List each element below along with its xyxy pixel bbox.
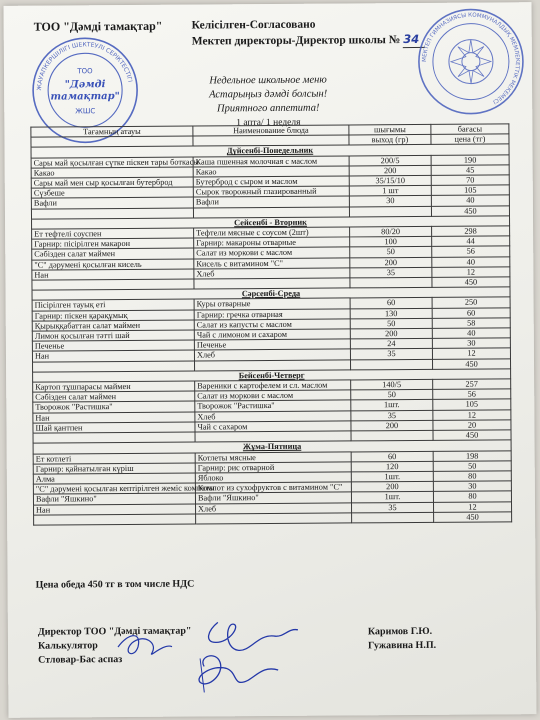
dish-name-ru: Куры отварные (194, 298, 350, 309)
day-total: 450 (431, 205, 509, 216)
company-name: ТОО "Дәмді тамақтар" (33, 18, 163, 34)
dish-price: 58 (432, 318, 510, 329)
dish-yield: 200/5 (349, 155, 431, 166)
dish-name-ru: Хлеб (194, 349, 350, 360)
document-page (4, 2, 537, 718)
dish-name-ru: Бутерброд с сыром и маслом (193, 176, 349, 187)
dish-yield: 35 (350, 349, 432, 360)
header-price-kz: бағасы (431, 124, 509, 135)
dish-name-ru: Каша пшенная молочная с маслом (193, 156, 349, 167)
menu-title: Недельное школьное меню (209, 74, 327, 87)
week-label: 1 апта/ 1 неделя (236, 117, 301, 129)
dish-name-kz: Сәбізден салат маймен (33, 391, 195, 402)
dish-name-ru: Хлеб (196, 502, 352, 513)
stamp-left-ring-text: ЖАУАПКЕРШІЛІГІ ШЕКТЕУЛІ СЕРІКТЕСТІГІ (36, 41, 134, 91)
header-name-kz: Тағамның атауы (31, 126, 193, 137)
dish-name-ru: Творожок "Растишка" (195, 400, 351, 411)
dish-price: 12 (433, 501, 511, 512)
dish-price: 12 (433, 410, 511, 421)
dish-name-ru: Сырок творожный глазированный (193, 186, 349, 197)
dish-name-ru: Гарнир: рис отварной (195, 462, 351, 473)
dish-name-ru: Салат из капусты с маслом (194, 319, 350, 330)
dish-name-kz: Ет котлеті (33, 453, 195, 464)
day-title: Дүйсенбі-Понедельник (31, 144, 509, 158)
dish-name-ru: Вафли (193, 196, 349, 207)
dish-price: 198 (433, 450, 511, 461)
stamp-left-text-3: тамақтар" (50, 91, 120, 103)
dish-price: 250 (432, 297, 510, 308)
dish-name-ru: Гарнир: гречка отварная (194, 309, 350, 320)
day-title: Сейсенбі - Вторник (32, 216, 510, 230)
dish-price: 56 (433, 389, 511, 400)
dish-yield: 60 (350, 298, 432, 309)
dish-yield: 200 (351, 420, 433, 431)
dish-name-kz: Печенье (32, 340, 194, 351)
dish-name-kz: Какао (31, 167, 193, 178)
dish-yield: 200 (351, 481, 433, 492)
header-price-ru: цена (тг) (431, 134, 509, 145)
dish-price: 70 (431, 175, 509, 186)
dish-name-kz: Лимон қосылған тәтті шай (32, 330, 194, 341)
dish-price: 12 (432, 267, 510, 278)
dish-price: 80 (433, 471, 511, 482)
menu-wish-kz: Астарыңыз дәмді болсын! (209, 88, 328, 101)
dish-name-kz: Нан (32, 350, 194, 361)
dish-yield: 1шт. (351, 400, 433, 411)
dish-price: 50 (433, 461, 511, 472)
dish-name-kz: Гарнир: қайнатылған күріш (33, 463, 195, 474)
dish-name-ru: Яблоко (195, 472, 351, 483)
header-yield-ru: выход (гр) (349, 135, 431, 146)
day-total: 450 (432, 358, 510, 369)
dish-name-kz: Гарнир: пісірілген макарон (32, 238, 194, 249)
dish-price: 30 (433, 481, 511, 492)
dish-yield: 1шт. (351, 492, 433, 503)
dish-yield: 80/20 (350, 226, 432, 237)
dish-name-ru: Котлеты мясные (195, 451, 351, 462)
dish-name-ru: Компот из сухофруктов с витамином "С" (195, 482, 351, 493)
dish-price: 60 (432, 307, 510, 318)
dish-price: 105 (433, 399, 511, 410)
dish-name-kz: Картоп тұшпарасы маймен (33, 381, 195, 392)
dish-yield: 35 (351, 502, 433, 513)
stamp-left-text-1: ТОО (77, 67, 93, 76)
dish-name-kz: Сары май мен сыр қосылған бутерброд (31, 177, 193, 188)
dish-price: 190 (431, 154, 509, 165)
signature-names (368, 625, 436, 653)
dish-yield: 50 (350, 247, 432, 258)
approval-block (192, 17, 426, 50)
dish-yield: 200 (350, 328, 432, 339)
day-title: Жұма-Пятница (33, 440, 511, 454)
day-total: 450 (432, 277, 510, 288)
day-title: Сәрсенбі-Среда (32, 287, 510, 301)
approval-title: Келісілген-Согласовано (191, 18, 316, 32)
dish-yield: 130 (350, 308, 432, 319)
dish-name-ru: Салат из моркови с маслом (194, 247, 350, 258)
dish-name-kz: "С" дәрумені қосылған кисель (32, 259, 194, 270)
dish-name-kz: Творожок "Растишка" (33, 402, 195, 413)
dish-name-ru: Чай с лимоном и сахаром (194, 329, 350, 340)
dish-yield: 50 (350, 318, 432, 329)
dish-price: 44 (432, 236, 510, 247)
menu-wish-ru: Приятного аппетита! (216, 102, 320, 115)
dish-name-kz: Вафли "Яшкино" (33, 493, 195, 504)
dish-name-ru: Гарнир: макароны отварные (194, 237, 350, 248)
dish-yield: 200 (350, 257, 432, 268)
dish-name-kz: Вафли (31, 197, 193, 208)
school-number: 34 (403, 32, 425, 48)
dish-price: 80 (433, 491, 511, 502)
dish-yield: 1 шт (349, 186, 431, 197)
dish-name-ru: Какао (193, 166, 349, 177)
dish-yield: 50 (351, 390, 433, 401)
dish-price: 12 (432, 348, 510, 359)
dish-name-ru: Печенье (194, 339, 350, 350)
dish-yield: 30 (349, 196, 431, 207)
dish-price: 105 (431, 185, 509, 196)
dish-price: 40 (431, 195, 509, 206)
dish-yield: 100 (350, 237, 432, 248)
dish-name-ru: Вареники с картофелем и сл. маслом (195, 380, 351, 391)
dish-price: 20 (433, 420, 511, 431)
dish-name-kz: Гарнир: піскен қарақұмық (32, 310, 194, 321)
calculator-title: Калькулятор (37, 640, 98, 652)
dish-name-ru: Кисель с витамином "С" (194, 258, 350, 269)
dish-name-ru: Вафли "Яшкино" (195, 492, 351, 503)
day-total-row (34, 512, 512, 526)
approval-director: Мектеп директоры-Директор школы № 34 (192, 32, 426, 50)
dish-name-kz: "С" дәрумені қосылған кептірілген жеміс компоты (33, 483, 195, 494)
dish-price: 298 (432, 226, 510, 237)
dish-name-ru: Чай с сахаром (195, 421, 351, 432)
menu-heading (4, 72, 532, 118)
cook-title: Стловар-Бас аспаз (38, 654, 123, 666)
dish-yield: 60 (351, 451, 433, 462)
dish-name-kz: Алма (33, 473, 195, 484)
handwritten-signatures-icon (108, 612, 309, 697)
dish-name-ru: Салат из моркови с маслом (195, 390, 351, 401)
dish-yield: 24 (350, 339, 432, 350)
dish-name-kz: Қырыққабаттан салат маймен (32, 320, 194, 331)
name-karimov: Каримов Г.Ю. (367, 625, 433, 638)
dish-name-kz: Ет тефтелі соуспен (32, 228, 194, 239)
stamp-right-ring-text: МЕКТЕП ГИМНАЗИЯСЫ КОММУНАЛДЫҚ МЕМЛЕКЕТТІК МЕКЕМЕСІ (421, 12, 520, 105)
dish-name-kz: Сүзбеше (31, 187, 193, 198)
dish-name-kz: Пісірілген тауық еті (32, 299, 194, 310)
dish-price: 45 (431, 165, 509, 176)
dish-yield: 1шт. (351, 471, 433, 482)
dish-yield: 35 (351, 410, 433, 421)
dish-name-kz: Нан (32, 269, 194, 280)
header-name-ru: Наименование блюда (193, 125, 349, 136)
menu-table (30, 123, 512, 525)
stamp-left-text-2: "Дәмді (64, 79, 106, 91)
dish-yield: 120 (351, 461, 433, 472)
dish-price: 56 (432, 246, 510, 257)
day-total: 450 (433, 430, 511, 441)
dish-yield: 35 (350, 267, 432, 278)
day-title: Бейсенбі-Четверг (33, 369, 511, 383)
dish-yield: 200 (349, 165, 431, 176)
dish-name-ru: Тефтели мясные с соусом (2шт) (194, 227, 350, 238)
dish-price: 30 (432, 338, 510, 349)
lunch-price-note: Цена обеда 450 тг в том числе НДС (35, 578, 195, 591)
day-total: 450 (434, 512, 512, 523)
dish-yield: 140/5 (351, 379, 433, 390)
dish-name-kz: Нан (33, 412, 195, 423)
dish-name-kz: Шай қантпен (33, 422, 195, 433)
dish-yield: 35/15/10 (349, 175, 431, 186)
header-yield-kz: шығымы (349, 124, 431, 135)
dish-price: 40 (432, 328, 510, 339)
dish-name-kz: Сәбізден салат маймен (32, 248, 194, 259)
dish-price: 257 (433, 379, 511, 390)
director-title: Директор ТОО "Дәмді тамақтар" (37, 625, 192, 638)
dish-name-ru: Хлеб (194, 268, 350, 279)
dish-price: 40 (432, 256, 510, 267)
name-guzhavina: Гужавина Н.П. (367, 639, 437, 652)
dish-name-ru: Хлеб (195, 411, 351, 422)
stamp-left-text-4: ЖШС (75, 107, 96, 116)
dish-name-kz: Нан (34, 504, 196, 515)
dish-name-kz: Сары май қосылған сүтке піскен тары боткасы (31, 157, 193, 168)
